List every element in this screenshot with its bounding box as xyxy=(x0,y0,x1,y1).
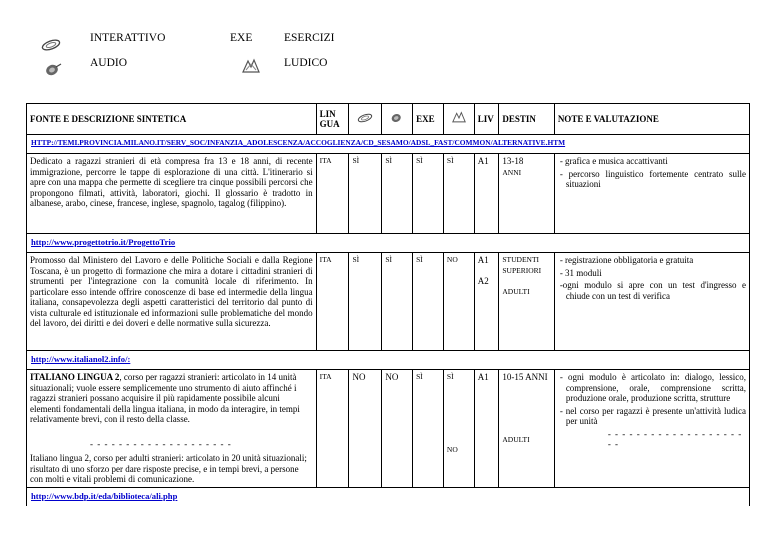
resource-link[interactable]: http://www.progettotrio.it/ProgettoTrio xyxy=(31,237,176,247)
notes-cell xyxy=(554,253,749,351)
legend-ludic-label: LUDICO xyxy=(284,57,328,69)
section-url-row xyxy=(27,234,750,253)
interactive-cell: NO xyxy=(349,370,382,488)
section-url-row xyxy=(27,135,750,154)
target-cell: 10-15 ANNI ADULTI xyxy=(499,370,554,488)
header-liv: LIV xyxy=(474,104,499,135)
description: Dedicato a ragazzi stranieri di età compresa fra 13 e 18 anni, di recente immigrazione, percorre le tappe di esplorazione di una città. L'itinerario si apre con una mappa che permette di scegliere tra cinque possibili percorsi che propongono filmati, attività, laboratori, giochi. Il glossario è tradotto in albanese, arabo, cinese, francese, inglese, spagnolo, tagalog (filippino). xyxy=(27,154,317,234)
table-row xyxy=(27,370,750,488)
audio-cell: SÌ xyxy=(382,253,413,351)
table-header-row xyxy=(27,104,750,135)
header-exe: EXE xyxy=(413,104,444,135)
interactive-cell: SÌ xyxy=(349,253,382,351)
note-item: - registrazione obbligatoria e gratuita xyxy=(559,255,694,265)
exe-cell: SÌ xyxy=(413,370,444,488)
description: ITALIANO LINGUA 2, corso per ragazzi stranieri: articolato in 14 unità situazionali; vuole essere semplicemente uno strumento di aiuto affinché i ragazzi stranieri possano acquisire il più rapidamente possibile alcuni elementi fondamentali della lingua italiana, in modo da interagire, in tempi relativamente brevi, con il resto della classe. - - - - - - - - - - - - - - - - - - - - Italiano lingua 2, corso per adulti stranieri: articolato in 20 unità situazionali; risultato di uno sforzo per dare risposte precise, e in tempi brevi, a persone con molti e vitali problemi di comunicazione. xyxy=(27,370,317,488)
audio-cell: SÌ xyxy=(382,154,413,234)
legend-audio-label: AUDIO xyxy=(90,57,128,69)
interactive-icon xyxy=(356,111,374,125)
audio-icon xyxy=(42,61,64,79)
legend-interactive-label: INTERATTIVO xyxy=(90,32,166,44)
legend-exe-label: EXE xyxy=(230,32,253,44)
header-lingua: LIN GUA xyxy=(316,104,349,135)
lang-cell: ITA xyxy=(316,370,349,488)
exe-cell: SÌ xyxy=(413,253,444,351)
header-destin: DESTIN xyxy=(499,104,554,135)
resources-table xyxy=(26,103,750,506)
notes-cell: - ogni modulo è articolato in: dialogo, lessico, comprensione, orale, comprensione scritta, produzione orale, produzione scritta, strutture - nel corso per ragazzi è presente un'attività ludica per unità - - - - - - - - - - - - - - - - - - - - - xyxy=(554,370,749,488)
target-cell: STUDENTI SUPERIORI ADULTI xyxy=(499,253,554,351)
ludic-cell: NO xyxy=(443,253,474,351)
header-interactive xyxy=(349,104,382,135)
ludic-cell: SÌ xyxy=(443,154,474,234)
interactive-cell: SÌ xyxy=(349,154,382,234)
legend-exercises-label: ESERCIZI xyxy=(284,32,335,44)
notes-cell xyxy=(554,154,749,234)
note-item: - grafica e musica accattivanti xyxy=(559,156,668,166)
header-audio xyxy=(382,104,413,135)
description: Promosso dal Ministero del Lavoro e delle Politiche Sociali e dalla Regione Toscana, è un progetto di formazione che mira a dotare i cittadini stranieri di strumenti per l'integrazione con la comunità locale di riferimento. In particolare esso intende offrire conoscenze di base ed intermedie della lingua italiana, consapevolezza degli aspetti caratteristici del territorio dal punto di vista culturale ed istituzionale ed informazioni sulle problematiche del mondo del lavoro, dei diritti e dei doveri e delle normative sulla sicurezza. xyxy=(27,253,317,351)
resource-link[interactable]: http://www.italianol2.info/: xyxy=(31,354,131,364)
section-url-row xyxy=(27,351,750,370)
exe-cell: SÌ xyxy=(413,154,444,234)
table-row xyxy=(27,253,750,351)
level-cell: A1 A2 xyxy=(474,253,499,351)
header-fonte: FONTE E DESCRIZIONE SINTETICA xyxy=(27,104,317,135)
level-cell: A1 xyxy=(474,370,499,488)
header-ludic xyxy=(443,104,474,135)
ludic-icon xyxy=(240,58,262,76)
audio-icon xyxy=(388,111,406,125)
ludic-icon xyxy=(450,111,468,125)
header-note: NOTE E VALUTAZIONE xyxy=(554,104,749,135)
interactive-icon xyxy=(40,36,62,54)
note-item: - ogni modulo è articolato in: dialogo, lessico, comprensione, orale, comprensione scritta, produzione orale, produzione scritta, strutture xyxy=(559,372,746,403)
resource-link[interactable]: http://www.bdp.it/eda/biblioteca/ali.php xyxy=(31,490,178,501)
ludic-cell: SÌ NO xyxy=(443,370,474,488)
target-cell: 13-18 ANNI xyxy=(499,154,554,234)
level-cell: A1 xyxy=(474,154,499,234)
note-item: - percorso linguistico fortemente centrato sulle situazioni xyxy=(559,168,746,189)
lang-cell: ITA xyxy=(316,154,349,234)
resource-link[interactable]: HTTP://TEMI.PROVINCIA.MILANO.IT/SERV_SOC/INFANZIA_ADOLESCENZA/ACCOGLIENZA/CD_SESAMO/ADSL_FAST/COMMON/ALTERNATIVE.HTM xyxy=(31,138,566,147)
lang-cell: ITA xyxy=(316,253,349,351)
table-row xyxy=(27,154,750,234)
section-url-row xyxy=(27,487,750,506)
note-item: -ogni modulo si apre con un test d'ingresso e chiude con un test di verifica xyxy=(559,280,746,301)
note-item: - nel corso per ragazzi è presente un'attività ludica per unità xyxy=(559,405,746,426)
note-item: - 31 moduli xyxy=(559,267,602,278)
audio-cell: NO xyxy=(382,370,413,488)
